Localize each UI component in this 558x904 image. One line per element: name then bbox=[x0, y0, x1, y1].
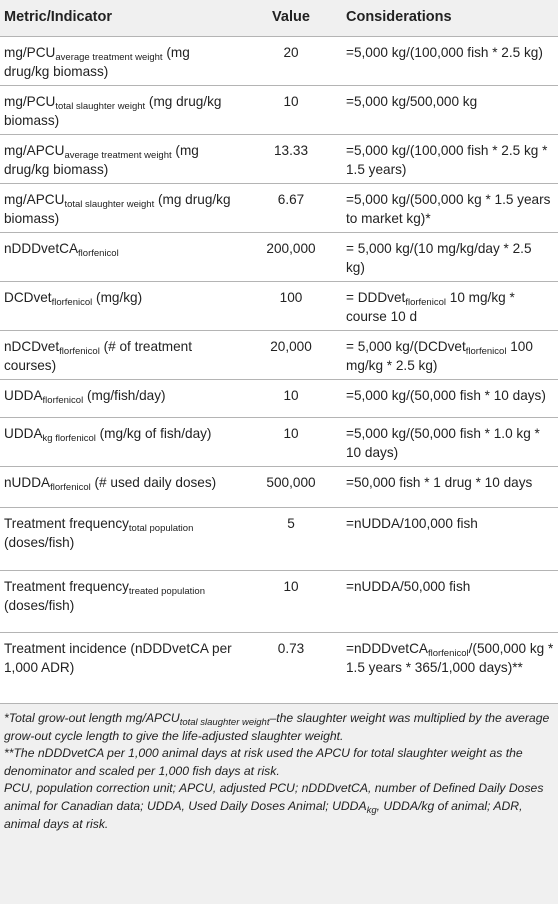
considerations-cell: = 5,000 kg/(10 mg/kg/day * 2.5 kg) bbox=[346, 241, 532, 275]
value-cell: 0.73 bbox=[277, 641, 305, 656]
table-row bbox=[0, 37, 558, 86]
table-row bbox=[0, 633, 558, 704]
footnote-3: PCU, population correction unit; APCU, adjusted PCU; nDDDvetCA, number of Defined Daily Doses animal for Canadian data; UDDA, Used Daily Doses Animal; $UDDA_{kg}$, UDDA/kg of animal; ADR, animal days at risk. bbox=[4, 781, 544, 831]
table-row bbox=[0, 418, 558, 467]
table-row bbox=[0, 282, 558, 331]
header-row bbox=[0, 0, 558, 37]
considerations-cell: =nDDDvetCA$_{florfenicol}$/(500,000 kg * 1.5 years * 365/1,000 days)** bbox=[346, 641, 554, 675]
metric-cell: nUDDA$_{florfenicol}$ (# used daily doses) bbox=[4, 475, 217, 493]
metric-cell: Treatment frequency$_{treated population}$ (doses/fish) bbox=[4, 579, 205, 613]
value-cell: 200,000 bbox=[266, 241, 316, 256]
considerations-cell: =5,000 kg/(50,000 fish * 10 days) bbox=[346, 388, 546, 403]
considerations-cell: =5,000 kg/(500,000 kg * 1.5 years to market kg)* bbox=[346, 192, 551, 226]
metric-cell: $mg/PCU_{average treatment weight}$ (mg drug/kg biomass) bbox=[4, 45, 190, 79]
considerations-cell: =5,000 kg/(50,000 fish * 1.0 kg * 10 days) bbox=[346, 426, 540, 460]
table-footnotes bbox=[0, 704, 558, 904]
table-row bbox=[0, 184, 558, 233]
considerations-cell: =50,000 fish * 1 drug * 10 days bbox=[346, 475, 533, 490]
considerations-cell: = DDDvet$_{florfenicol}$ 10 mg/kg * course 10 d bbox=[346, 290, 515, 324]
table-row bbox=[0, 467, 558, 508]
metric-cell: $UDDA_{kg florfenicol}$ (mg/kg of fish/day) bbox=[4, 426, 212, 444]
value-cell: 100 bbox=[279, 290, 303, 305]
metric-cell: $UDDA_{florfenicol}$ (mg/fish/day) bbox=[4, 388, 166, 406]
value-cell: 6.67 bbox=[277, 192, 305, 207]
metric-cell: Treatment incidence (nDDDvetCA per 1,000 ADR) bbox=[4, 641, 232, 675]
table-row bbox=[0, 331, 558, 380]
table-row bbox=[0, 233, 558, 282]
value-cell: 13.33 bbox=[273, 143, 309, 158]
considerations-cell: =nUDDA/50,000 fish bbox=[346, 579, 471, 594]
metric-cell: nDCDvet$_{florfenicol}$ (# of treatment courses) bbox=[4, 339, 193, 373]
table-row bbox=[0, 508, 558, 571]
metric-cell: $mg/PCU_{total slaughter weight}$ (mg drug/kg biomass) bbox=[4, 94, 222, 128]
header-value: Value bbox=[240, 0, 342, 37]
considerations-cell: =5,000 kg/(100,000 fish * 2.5 kg * 1.5 years) bbox=[346, 143, 548, 177]
metric-cell: nDDDvetCA$_{florfenicol}$ bbox=[4, 241, 119, 259]
metric-cell: Treatment frequency$_{total population}$ (doses/fish) bbox=[4, 516, 194, 550]
header-metric: Metric/Indicator bbox=[0, 0, 240, 37]
metric-cell: DCDvet$_{florfenicol}$ (mg/kg) bbox=[4, 290, 143, 308]
table-row bbox=[0, 86, 558, 135]
value-cell: 20,000 bbox=[270, 339, 312, 354]
table-row bbox=[0, 571, 558, 633]
value-cell: 500,000 bbox=[266, 475, 316, 490]
footnote-1: *Total grow-out length $mg/APCU_{total slaughter weight}$–the slaughter weight was multiplied by the average grow-out cycle length to give the life-adjusted slaughter weight. bbox=[4, 711, 550, 743]
header-considerations: Considerations bbox=[342, 0, 558, 37]
value-cell: 10 bbox=[283, 94, 299, 109]
metric-cell: $mg/APCU_{total slaughter weight}$ (mg drug/kg biomass) bbox=[4, 192, 231, 226]
metric-cell: $mg/APCU_{average treatment weight}$ (mg drug/kg biomass) bbox=[4, 143, 199, 177]
considerations-cell: = 5,000 kg/(DCDvet$_{florfenicol}$ 100 mg/kg * 2.5 kg) bbox=[346, 339, 533, 373]
considerations-cell: =nUDDA/100,000 fish bbox=[346, 516, 478, 531]
footnote-2: **The nDDDvetCA per 1,000 animal days at risk used the APCU for total slaughter weight as the denominator and scaled per 1,000 fish days at risk. bbox=[4, 746, 523, 778]
value-cell: 10 bbox=[283, 388, 299, 403]
value-cell: 5 bbox=[287, 516, 295, 531]
table-row bbox=[0, 380, 558, 418]
value-cell: 20 bbox=[283, 45, 299, 60]
considerations-cell: =5,000 kg/500,000 kg bbox=[346, 94, 478, 109]
table-body bbox=[0, 37, 558, 704]
value-cell: 10 bbox=[283, 426, 299, 441]
considerations-cell: =5,000 kg/(100,000 fish * 2.5 kg) bbox=[346, 45, 543, 60]
value-cell: 10 bbox=[283, 579, 299, 594]
table-row bbox=[0, 135, 558, 184]
